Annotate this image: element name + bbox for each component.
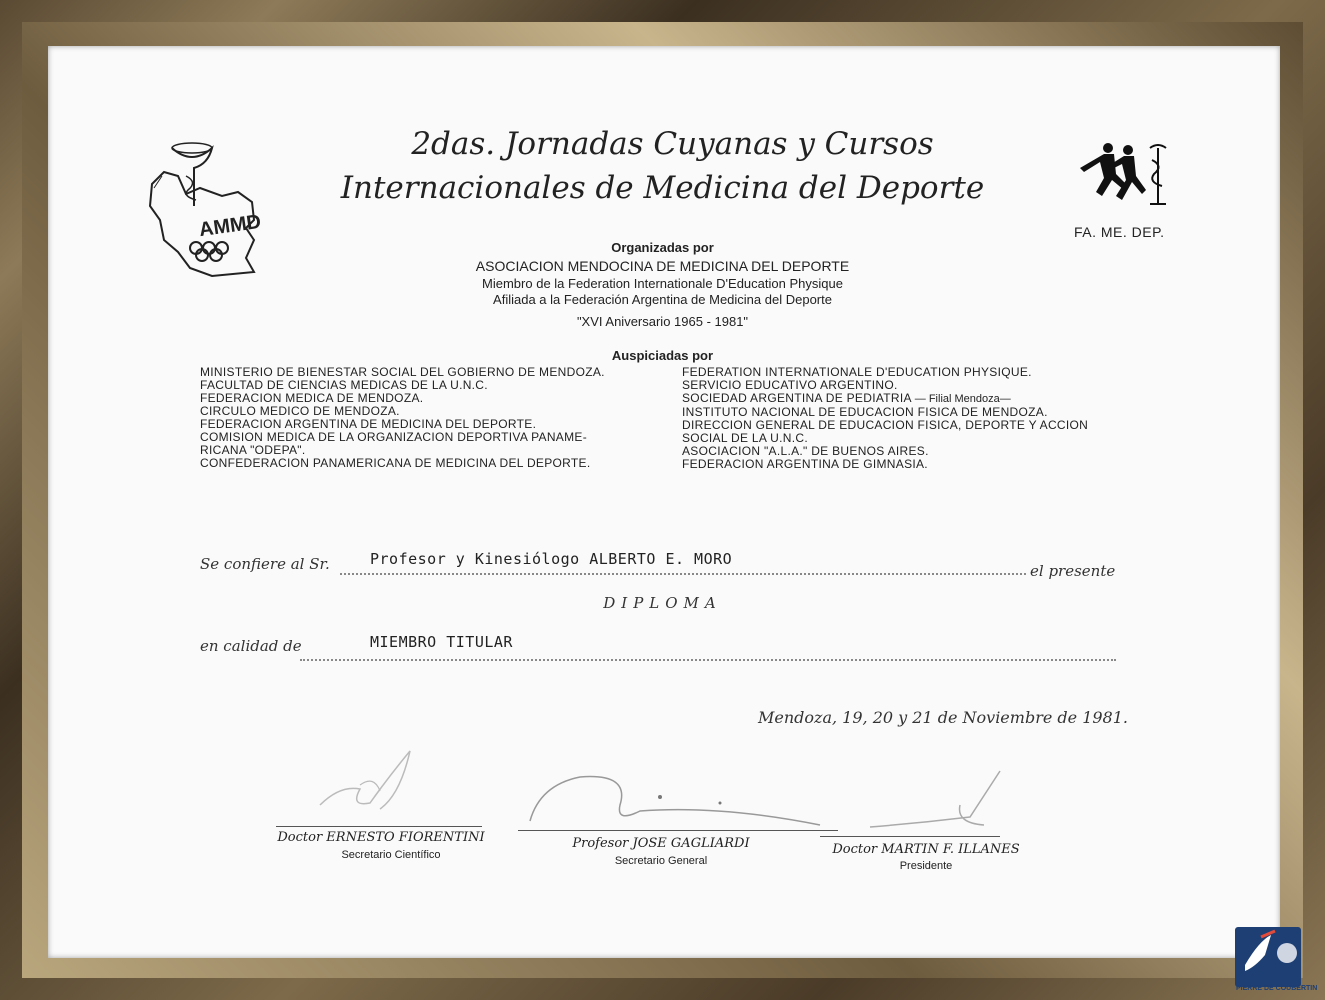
calidad-label: en calidad de (200, 637, 302, 655)
organizer-affiliation: Afiliada a la Federación Argentina de Medicina del Deporte (493, 292, 832, 307)
signature-1-icon (300, 745, 440, 830)
signature-3-icon (860, 765, 1020, 850)
title-line-2: Internacionales de Medicina del Deporte (340, 170, 985, 206)
organizer-name: ASOCIACION MENDOCINA DE MEDICINA DEL DEPORTE (475, 258, 850, 274)
signatory-2-role: Secretario General (614, 855, 708, 867)
filial-note: — Filial Mendoza— (914, 393, 1011, 405)
sponsor-item: FACULTAD DE CIENCIAS MEDICAS DE LA U.N.C. (200, 378, 488, 392)
confer-label: Se confiere al Sr. (200, 555, 330, 573)
recipient-name: Profesor y Kinesiólogo ALBERTO E. MORO (370, 550, 733, 568)
sponsor-item: FEDERACION ARGENTINA DE MEDICINA DEL DEPORTE. (200, 417, 537, 431)
signature-1-line (276, 826, 482, 827)
sponsor-item-row (682, 392, 1088, 406)
sponsor-item: DIRECCION GENERAL DE EDUCACION FISICA, DEPORTE Y ACCION (682, 418, 1089, 432)
sponsor-item: INSTITUTO NACIONAL DE EDUCACION FISICA DE MENDOZA. (682, 405, 1048, 419)
sponsor-item: FEDERATION INTERNATIONALE D'EDUCATION PHYSIQUE. (682, 365, 1032, 379)
anniversary-line: "XVI Aniversario 1965 - 1981" (576, 314, 749, 329)
sponsor-item: FEDERACION MEDICA DE MENDOZA. (200, 391, 424, 405)
sponsor-item: MINISTERIO DE BIENESTAR SOCIAL DEL GOBIERNO DE MENDOZA. (200, 365, 605, 379)
signature-3-line (820, 836, 1000, 837)
organized-heading: Organizadas por (611, 240, 714, 255)
sponsor-item: CONFEDERACION PANAMERICANA DE MEDICINA DEL DEPORTE. (200, 456, 591, 470)
signatory-1-name: Doctor ERNESTO FIORENTINI (277, 830, 485, 845)
watermark-logo-icon (1235, 927, 1301, 987)
sponsor-item: SERVICIO EDUCATIVO ARGENTINO. (682, 378, 898, 392)
ammd-logo-text: AMMD (197, 210, 263, 242)
organizer-membership: Miembro de la Federation Internationale D'Education Physique (482, 276, 843, 291)
sponsors-left-column (200, 366, 605, 470)
sponsored-heading: Auspiciadas por (611, 348, 714, 363)
signatory-3-role: Presidente (899, 860, 953, 872)
sponsors-right-column (682, 366, 1088, 471)
sponsor-item: FEDERACION ARGENTINA DE GIMNASIA. (682, 457, 928, 471)
diploma-heading: DIPLOMA (603, 594, 722, 612)
calidad-value: MIEMBRO TITULAR (370, 633, 513, 651)
issue-date: Mendoza, 19, 20 y 21 de Noviembre de 1981. (758, 708, 1128, 727)
calidad-dotted-line (300, 659, 1116, 661)
sponsor-item: ASOCIACION "A.L.A." DE BUENOS AIRES. (682, 444, 929, 458)
fa-me-dep-label: FA. ME. DEP. (1074, 224, 1165, 240)
signatory-3-name: Doctor MARTIN F. ILLANES (832, 842, 1020, 857)
sponsor-item: CIRCULO MEDICO DE MENDOZA. (200, 404, 400, 418)
signature-2-line (518, 830, 838, 831)
signatory-1-role: Secretario Científico (341, 849, 441, 861)
title-line-1: 2das. Jornadas Cuyanas y Cursos (411, 126, 934, 162)
sponsor-item: SOCIEDAD ARGENTINA DE PEDIATRIA (682, 391, 912, 405)
watermark-text: PIERRE DE COUBERTIN (1236, 985, 1318, 992)
recipient-dotted-line (340, 573, 1026, 575)
signatory-2-name: Profesor JOSE GAGLIARDI (572, 836, 750, 851)
presente-label: el presente (1030, 562, 1116, 580)
sponsor-item: RICANA "ODEPA". (200, 443, 306, 457)
sponsor-item: SOCIAL DE LA U.N.C. (682, 431, 808, 445)
signature-2-icon (520, 765, 840, 840)
sponsor-item: COMISION MEDICA DE LA ORGANIZACION DEPORTIVA PANAME- (200, 430, 587, 444)
